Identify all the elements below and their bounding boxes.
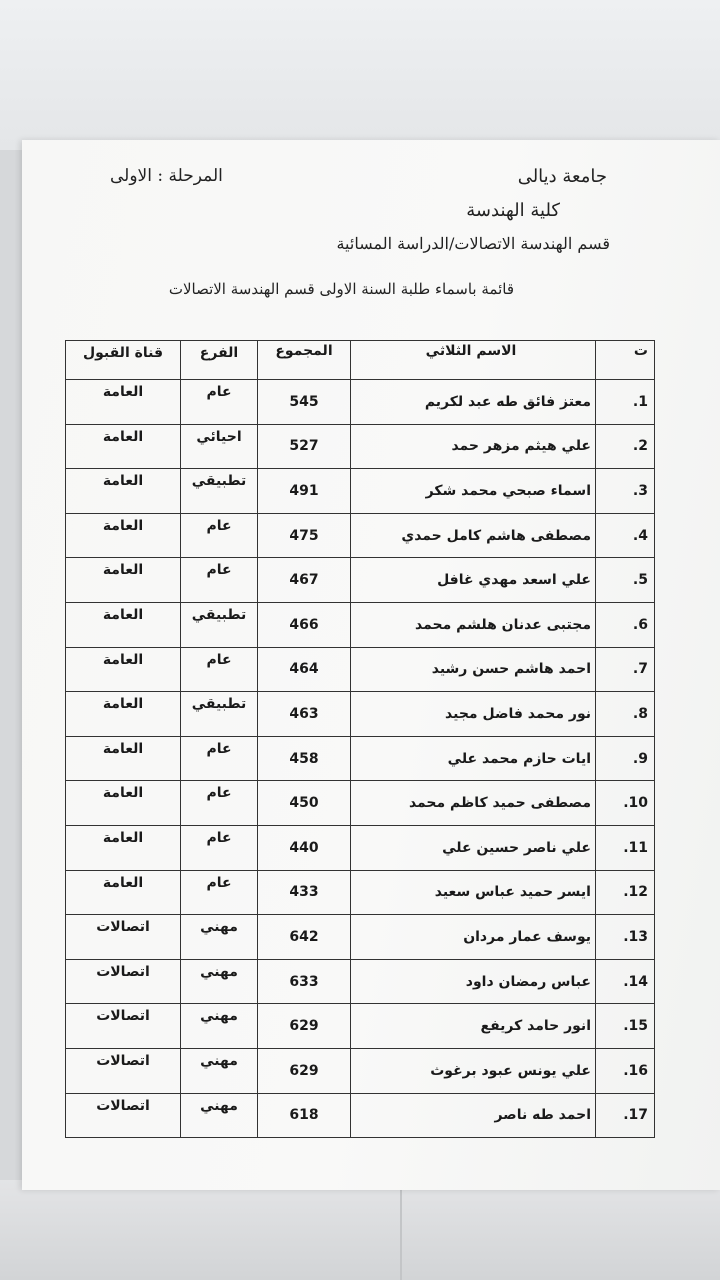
table-row xyxy=(66,915,655,960)
row-index: 7. xyxy=(596,647,655,692)
row-index: 15. xyxy=(596,1004,655,1049)
row-channel: اتصالات xyxy=(66,959,181,1004)
row-channel: العامة xyxy=(66,781,181,826)
table-row xyxy=(66,736,655,781)
row-channel: اتصالات xyxy=(66,915,181,960)
table-row xyxy=(66,647,655,692)
row-name: مصطفى حميد كاظم محمد xyxy=(351,781,596,826)
row-name: علي ناصر حسين علي xyxy=(351,825,596,870)
row-index: 5. xyxy=(596,558,655,603)
row-name: ايات حازم محمد علي xyxy=(351,736,596,781)
table-row xyxy=(66,1093,655,1138)
background-wall xyxy=(0,0,720,150)
row-index: 17. xyxy=(596,1093,655,1138)
list-title: قائمة باسماء طلبة السنة الاولى قسم الهندسة الاتصالات xyxy=(168,280,514,298)
table-row xyxy=(66,825,655,870)
stage-label: المرحلة : الاولى xyxy=(110,166,223,186)
row-total: 463 xyxy=(258,692,351,737)
table-row xyxy=(66,380,655,425)
row-name: نور محمد فاضل مجيد xyxy=(351,692,596,737)
row-index: 4. xyxy=(596,513,655,558)
row-index: 1. xyxy=(596,380,655,425)
header-index: ت xyxy=(596,341,655,380)
row-total: 458 xyxy=(258,736,351,781)
row-index: 2. xyxy=(596,424,655,469)
row-total: 475 xyxy=(258,513,351,558)
row-channel: اتصالات xyxy=(66,1048,181,1093)
row-total: 467 xyxy=(258,558,351,603)
row-branch: عام xyxy=(181,736,258,781)
table-row xyxy=(66,558,655,603)
row-name: معتز فائق طه عبد لكريم xyxy=(351,380,596,425)
row-index: 9. xyxy=(596,736,655,781)
table-row xyxy=(66,1004,655,1049)
row-branch: مهني xyxy=(181,1093,258,1138)
row-branch: مهني xyxy=(181,959,258,1004)
row-total: 618 xyxy=(258,1093,351,1138)
row-branch: عام xyxy=(181,513,258,558)
row-total: 440 xyxy=(258,825,351,870)
table-row xyxy=(66,870,655,915)
header-branch: الفرع xyxy=(181,341,258,380)
row-channel: العامة xyxy=(66,825,181,870)
university-name: جامعة ديالى xyxy=(517,166,607,187)
row-branch: مهني xyxy=(181,1004,258,1049)
row-channel: العامة xyxy=(66,380,181,425)
row-branch: عام xyxy=(181,781,258,826)
floor-seam xyxy=(400,1188,402,1280)
row-branch: تطبيقي xyxy=(181,692,258,737)
row-index: 8. xyxy=(596,692,655,737)
row-index: 10. xyxy=(596,781,655,826)
table-row xyxy=(66,469,655,514)
row-name: علي هيثم مزهر حمد xyxy=(351,424,596,469)
row-index: 3. xyxy=(596,469,655,514)
row-channel: اتصالات xyxy=(66,1004,181,1049)
row-total: 466 xyxy=(258,602,351,647)
row-name: علي يونس عبود برغوث xyxy=(351,1048,596,1093)
row-index: 6. xyxy=(596,602,655,647)
row-name: مصطفى هاشم كامل حمدي xyxy=(351,513,596,558)
row-index: 11. xyxy=(596,825,655,870)
row-branch: عام xyxy=(181,825,258,870)
row-total: 629 xyxy=(258,1004,351,1049)
row-channel: العامة xyxy=(66,647,181,692)
row-name: انور حامد كريفع xyxy=(351,1004,596,1049)
table-row xyxy=(66,781,655,826)
row-name: اسماء صبحي محمد شكر xyxy=(351,469,596,514)
row-index: 13. xyxy=(596,915,655,960)
row-branch: تطبيقي xyxy=(181,602,258,647)
row-channel: العامة xyxy=(66,513,181,558)
table-row xyxy=(66,602,655,647)
table-row xyxy=(66,1048,655,1093)
row-branch: احيائي xyxy=(181,424,258,469)
row-total: 633 xyxy=(258,959,351,1004)
row-channel: العامة xyxy=(66,602,181,647)
header-name: الاسم الثلاثي xyxy=(351,341,596,380)
table-row xyxy=(66,513,655,558)
row-name: احمد هاشم حسن رشيد xyxy=(351,647,596,692)
row-total: 450 xyxy=(258,781,351,826)
department-name: قسم الهندسة الاتصالات/الدراسة المسائية xyxy=(336,234,610,253)
students-table xyxy=(65,340,655,1138)
row-branch: عام xyxy=(181,647,258,692)
row-total: 527 xyxy=(258,424,351,469)
row-channel: العامة xyxy=(66,424,181,469)
row-branch: مهني xyxy=(181,1048,258,1093)
row-name: احمد طه ناصر xyxy=(351,1093,596,1138)
row-index: 16. xyxy=(596,1048,655,1093)
row-total: 464 xyxy=(258,647,351,692)
row-index: 14. xyxy=(596,959,655,1004)
table-header-row xyxy=(66,341,655,380)
row-total: 642 xyxy=(258,915,351,960)
row-branch: عام xyxy=(181,870,258,915)
row-name: يوسف عمار مردان xyxy=(351,915,596,960)
row-channel: العامة xyxy=(66,870,181,915)
row-name: مجتبى عدنان هلشم محمد xyxy=(351,602,596,647)
row-branch: مهني xyxy=(181,915,258,960)
row-total: 491 xyxy=(258,469,351,514)
row-total: 433 xyxy=(258,870,351,915)
row-name: ايسر حميد عباس سعيد xyxy=(351,870,596,915)
header-total: المجموع xyxy=(258,341,351,380)
row-branch: تطبيقي xyxy=(181,469,258,514)
college-name: كلية الهندسة xyxy=(466,200,560,221)
row-total: 545 xyxy=(258,380,351,425)
row-channel: العامة xyxy=(66,692,181,737)
row-channel: العامة xyxy=(66,736,181,781)
row-branch: عام xyxy=(181,380,258,425)
table-row xyxy=(66,959,655,1004)
row-total: 629 xyxy=(258,1048,351,1093)
row-channel: العامة xyxy=(66,469,181,514)
table-row xyxy=(66,424,655,469)
header-channel: قناة القبول xyxy=(66,341,181,380)
row-index: 12. xyxy=(596,870,655,915)
row-channel: اتصالات xyxy=(66,1093,181,1138)
row-channel: العامة xyxy=(66,558,181,603)
row-name: علي اسعد مهدي غافل xyxy=(351,558,596,603)
row-name: عباس رمضان داود xyxy=(351,959,596,1004)
background-floor xyxy=(0,1180,720,1280)
row-branch: عام xyxy=(181,558,258,603)
table-row xyxy=(66,692,655,737)
